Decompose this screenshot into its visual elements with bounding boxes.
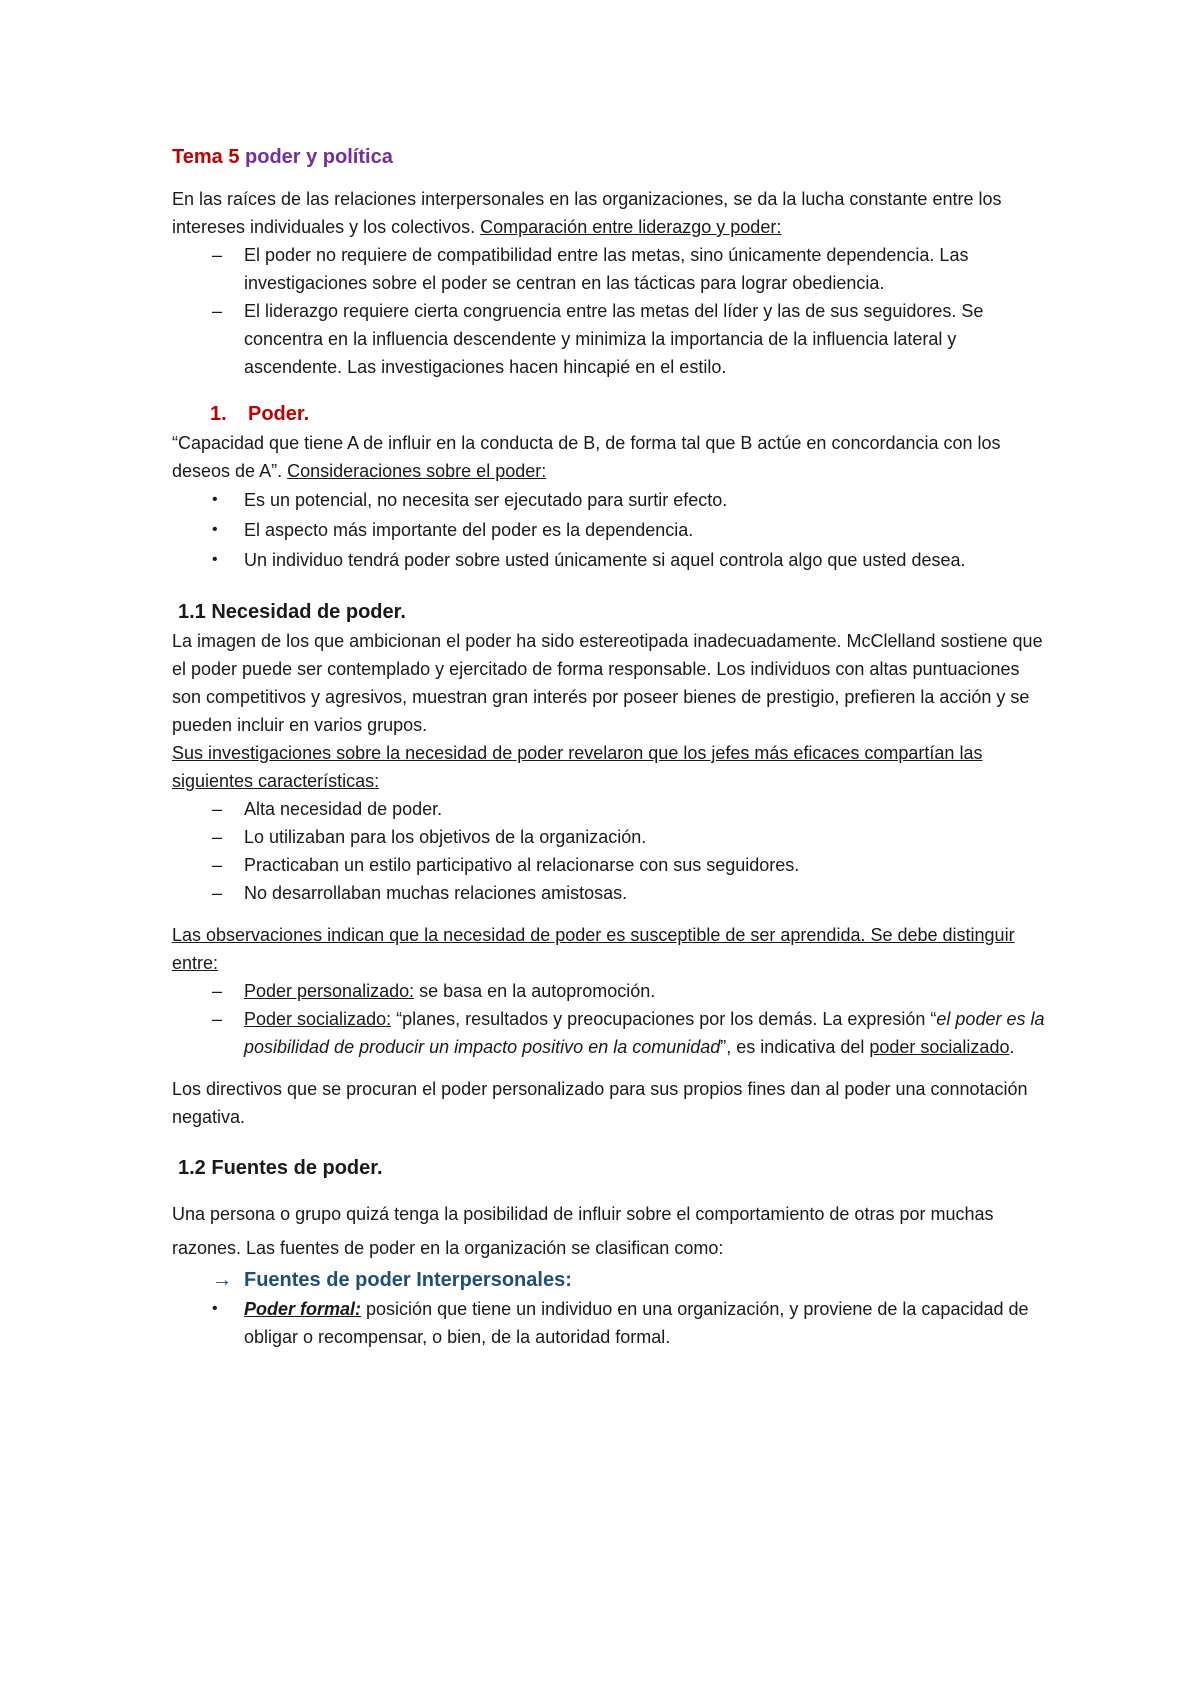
dash-marker: – [212, 799, 223, 819]
list-item [172, 485, 1052, 515]
closing-paragraph: Los directivos que se procuran el poder personalizado para sus propios fines dan al poder una connotación negativa. [172, 1079, 1028, 1127]
list-item-text: El aspecto más importante del poder es la dependencia. [244, 520, 694, 540]
section-1-2-paragraph: Una persona o grupo quizá tenga la posibilidad de influir sobre el comportamiento de otras por muchas razones. Las fuentes de poder en la organización se clasifican como: [172, 1204, 994, 1258]
list-item [172, 545, 1052, 575]
section-1-paragraph [172, 429, 1052, 485]
section-1-1-list [172, 795, 1052, 907]
list-item [172, 297, 1052, 381]
section-1-title: Poder. [248, 403, 310, 425]
dash-marker: – [212, 855, 223, 875]
list-item [172, 515, 1052, 545]
section-1-1-heading: 1.1 Necesidad de poder. [178, 601, 406, 623]
section-1-underline: Consideraciones sobre el poder: [287, 461, 547, 481]
bullet-marker: • [212, 551, 218, 568]
section-1-heading [172, 399, 1052, 429]
social-power-label: Poder socializado: [244, 1009, 392, 1029]
personal-power-text: se basa en la autopromoción. [414, 981, 656, 1001]
title-part2: poder y política [245, 146, 393, 168]
dash-marker: – [212, 827, 223, 847]
list-item [172, 977, 1052, 1005]
section-1-text: “Capacidad que tiene A de influir en la conducta de B, de forma tal que B actúe en concordancia con los deseos de A”. [172, 433, 1001, 481]
list-item-text: Lo utilizaban para los objetivos de la organización. [244, 827, 647, 847]
social-power-text: “planes, resultados y preocupaciones por los demás. La expresión “ [391, 1009, 937, 1029]
arrow-icon: → [212, 1269, 232, 1291]
document-body [172, 143, 1052, 1351]
list-item [172, 851, 1052, 879]
intro-underline: Comparación entre liderazgo y poder: [480, 217, 782, 237]
list-item [172, 1265, 1052, 1295]
formal-power-label: Poder formal: [244, 1299, 362, 1319]
section-1-1-paragraph: La imagen de los que ambicionan el poder ha sido estereotipada inadecuadamente. McClelland sostiene que el poder puede ser contemplado y ejercitado de forma responsable. Los individuos con altas puntuaciones son competitivos y agresivos, muestran gran interés por poseer bienes de prestigio, prefieren la acción y se pueden incluir en varios grupos. [172, 631, 1043, 735]
list-item [172, 879, 1052, 907]
bullet-marker: • [212, 491, 218, 508]
social-power-text-2: ”, es indicativa del [720, 1037, 870, 1057]
list-item-text: Un individuo tendrá poder sobre usted únicamente si aquel controla algo que usted desea. [244, 550, 966, 570]
dash-marker: – [212, 301, 223, 321]
observations-paragraph: Las observaciones indican que la necesidad de poder es susceptible de ser aprendida. Se debe distinguir entre: [172, 925, 1015, 973]
list-item [172, 1295, 1052, 1351]
intro-list [172, 241, 1052, 381]
social-power-underline: poder socializado [869, 1037, 1010, 1057]
formal-power-text: posición que tiene un individuo en una organización, y proviene de la capacidad de obligar o recompensar, o bien, de la autoridad formal. [244, 1299, 1029, 1347]
list-item-text: Practicaban un estilo participativo al relacionarse con sus seguidores. [244, 855, 800, 875]
dash-marker: – [212, 981, 223, 1001]
list-item-text: Es un potencial, no necesita ser ejecutado para surtir efecto. [244, 490, 728, 510]
bullet-marker: • [212, 1300, 218, 1317]
sources-subheading: Fuentes de poder Interpersonales: [244, 1269, 572, 1291]
bullet-marker: • [212, 521, 218, 538]
list-item-text: El liderazgo requiere cierta congruencia entre las metas del líder y las de sus seguidores. Se concentra en la influencia descendente y minimiza la importancia de la influencia lateral y ascendente. Las investigaciones hacen hincapié en el estilo. [244, 301, 984, 377]
section-1-2-heading: 1.2 Fuentes de poder. [178, 1157, 383, 1179]
title-part1: Tema 5 [172, 146, 240, 168]
power-types-list [172, 977, 1052, 1061]
section-1-number: 1. [210, 403, 227, 425]
list-item-text: El poder no requiere de compatibilidad entre las metas, sino únicamente dependencia. Las investigaciones sobre el poder se centran en las tácticas para lograr obediencia. [244, 245, 969, 293]
dash-marker: – [212, 1009, 223, 1029]
dash-marker: – [212, 245, 223, 265]
personal-power-label: Poder personalizado: [244, 981, 415, 1001]
section-1-bullets [172, 485, 1052, 575]
dash-marker: – [212, 883, 223, 903]
list-item-text: Alta necesidad de poder. [244, 799, 443, 819]
sources-list [172, 1265, 1052, 1295]
list-item [172, 1005, 1052, 1061]
formal-power-list [172, 1295, 1052, 1351]
list-item [172, 241, 1052, 297]
list-item [172, 823, 1052, 851]
social-power-end: . [1009, 1037, 1015, 1057]
intro-text: En las raíces de las relaciones interpersonales en las organizaciones, se da la lucha constante entre los intereses individuales y los colectivos. [172, 189, 1002, 237]
list-item-text: No desarrollaban muchas relaciones amistosas. [244, 883, 628, 903]
section-1-1-underline: Sus investigaciones sobre la necesidad de poder revelaron que los jefes más eficaces compartían las siguientes características: [172, 743, 983, 791]
social-power-quote: el poder es la posibilidad de producir un impacto positivo en la comunidad [244, 1009, 1045, 1057]
list-item [172, 795, 1052, 823]
page-title [172, 143, 1052, 171]
intro-paragraph [172, 185, 1052, 241]
